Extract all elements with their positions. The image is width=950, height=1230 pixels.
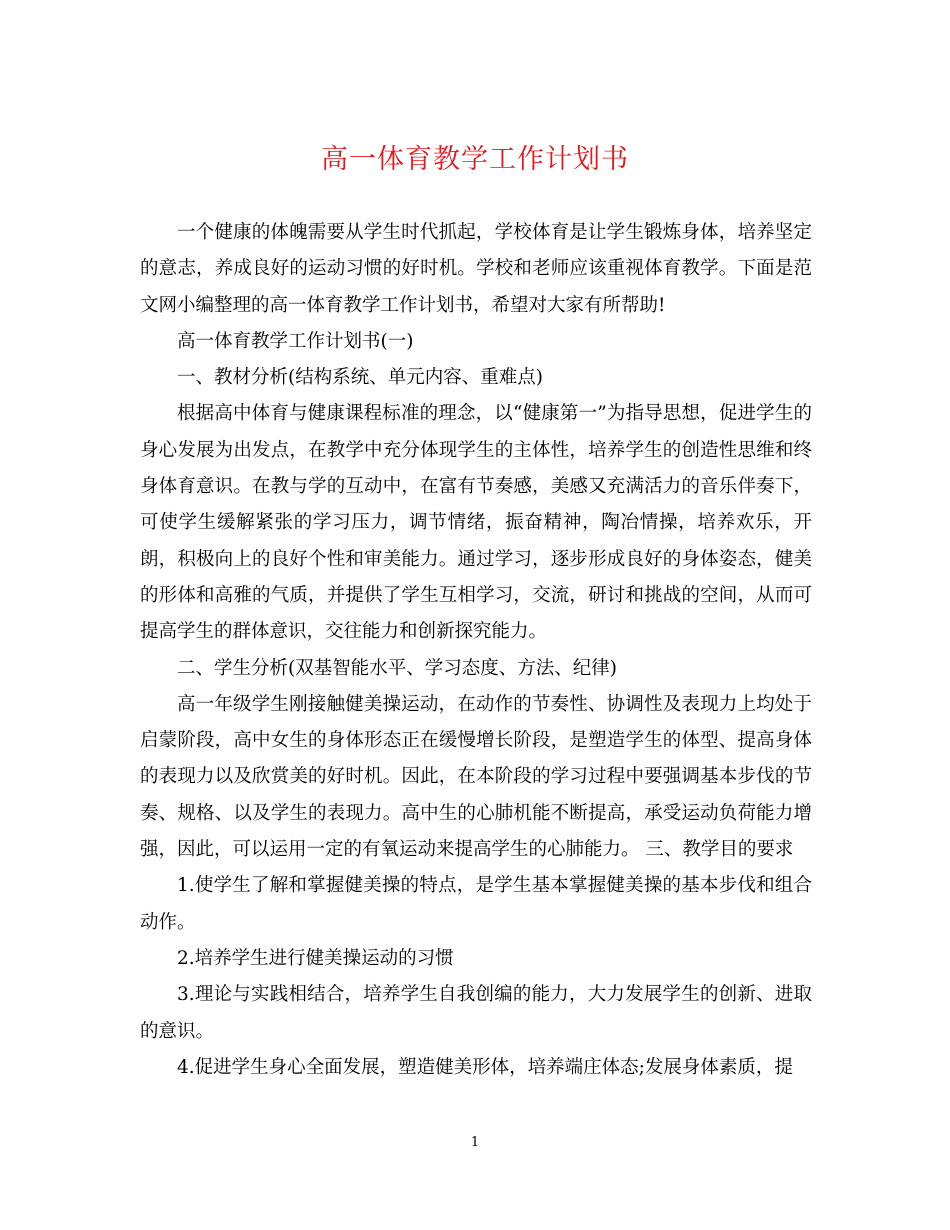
paragraph-intro: 一个健康的体魄需要从学生时代抓起，学校体育是让学生锻炼身体，培养坚定的意志，养成良好的运动习惯的好时机。学校和老师应该重视体育教学。下面是范文网小编整理的高一体育教学工作计划书，希望对大家有所帮助! bbox=[140, 222, 812, 316]
page-number: 1 bbox=[470, 1135, 480, 1150]
paragraph-textbook-analysis: 根据高中体育与健康课程标准的理念，以“健康第一”为指导思想，促进学生的身心发展为出发点，在教学中充分体现学生的主体性，培养学生的创造性思维和终身体育意识。在教与学的互动中，在富有节奏感，美感又充满活力的音乐伴奏下，可使学生缓解紧张的学习压力，调节情绪，振奋精神，陶冶情操，培养欢乐，开朗，积极向上的良好个性和审美能力。通过学习，逐步形成良好的身体姿态，健美的形体和高雅的气质，并提供了学生互相学习，交流，研讨和挑战的空间，从而可提高学生的群体意识，交往能力和创新探究能力。 bbox=[140, 403, 812, 643]
list-item-goal-2: 2.培养学生进行健美操运动的习惯 bbox=[177, 947, 454, 969]
list-item-goal-3: 3.理论与实践相结合，培养学生自我创编的能力，大力发展学生的创新、进取的意识。 bbox=[140, 984, 812, 1042]
section-heading-textbook-analysis: 一、教材分析(结构系统、单元内容、重难点) bbox=[177, 367, 543, 389]
section-heading-plan-one: 高一体育教学工作计划书(一) bbox=[177, 330, 414, 352]
list-item-goal-1: 1.使学生了解和掌握健美操的特点，是学生基本掌握健美操的基本步伐和组合动作。 bbox=[140, 875, 812, 933]
document-body bbox=[140, 215, 812, 1086]
document-title: 高一体育教学工作计划书 bbox=[321, 144, 629, 175]
section-heading-student-analysis: 二、学生分析(双基智能水平、学习态度、方法、纪律) bbox=[177, 657, 617, 679]
paragraph-student-analysis: 高一年级学生刚接触健美操运动，在动作的节奏性、协调性及表现力上均处于启蒙阶段，高中女生的身体形态正在缓慢增长阶段，是塑造学生的体型、提高身体的表现力以及欣赏美的好时机。因此，在本阶段的学习过程中要强调基本步伐的节奏、规格、以及学生的表现力。高中生的心肺机能不断提高，承受运动负荷能力增强，因此，可以运用一定的有氧运动来提高学生的心肺能力。 三、教学目的要求 bbox=[140, 693, 812, 861]
list-item-goal-4: 4.促进学生身心全面发展，塑造健美形体，培养端庄体态;发展身体素质，提 bbox=[177, 1056, 793, 1078]
